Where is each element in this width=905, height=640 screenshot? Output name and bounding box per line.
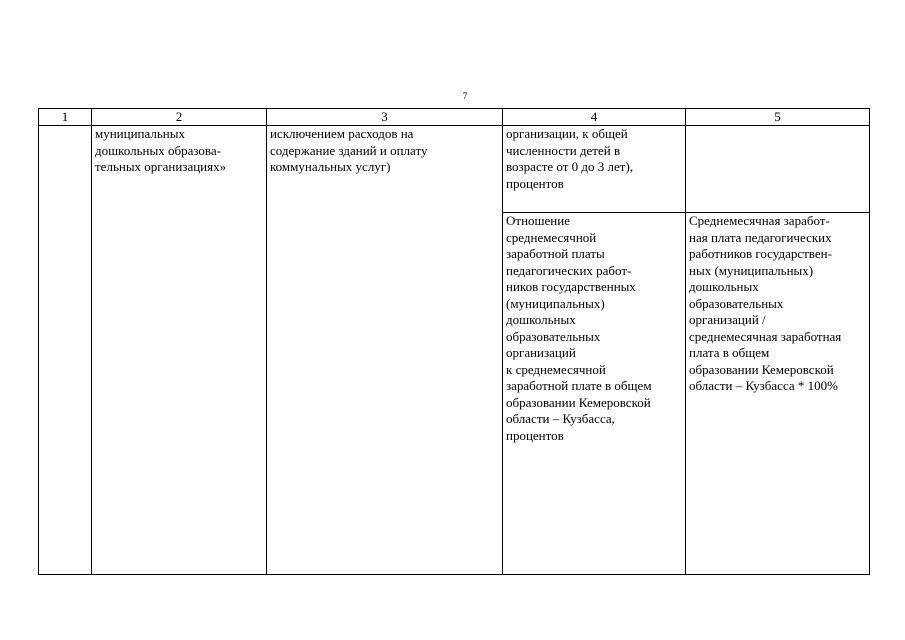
column-header-2: 2: [92, 109, 267, 126]
column-header-4: 4: [503, 109, 686, 126]
column-header-1: 1: [39, 109, 92, 126]
cell-row-b-col4: [503, 213, 686, 575]
page-number: 7: [462, 91, 468, 101]
column-header-3: 3: [267, 109, 503, 126]
cell-col3: [267, 126, 503, 575]
cell-row-a-col4-text: организации, к общей численности детей в возрасте от 0 до 3 лет), процентов: [506, 126, 634, 191]
cell-row-a-col4: [503, 126, 686, 213]
cell-row-a-col5: [686, 126, 870, 213]
indicator-table: [38, 108, 870, 575]
table-row: [39, 126, 870, 213]
cell-col1: [39, 126, 92, 575]
cell-row-b-col5: [686, 213, 870, 575]
cell-col3-text: исключением расходов на содержание зданий и оплату коммунальных услуг): [270, 126, 428, 174]
cell-row-b-col4-text: Отношение среднемесячной заработной платы педагогических работ- ников государственных (муниципальных) дошкольных образовательных организаций к среднемесячной заработной плате в общем образовании Кемеровской области – Кузбасса, процентов: [506, 213, 652, 443]
cell-row-b-col5-text: Среднемесячная заработ- ная плата педагогических работников государствен- ных (муниципальных) дошкольных образовательных организаций / среднемесячная заработная плата в общем образовании Кемеровской области – Кузбасса * 100%: [689, 213, 842, 393]
table-header-row: [39, 109, 870, 126]
cell-col2: [92, 126, 267, 575]
column-header-5: 5: [686, 109, 870, 126]
cell-col2-text: муниципальных дошкольных образова- тельных организациях»: [95, 126, 227, 174]
